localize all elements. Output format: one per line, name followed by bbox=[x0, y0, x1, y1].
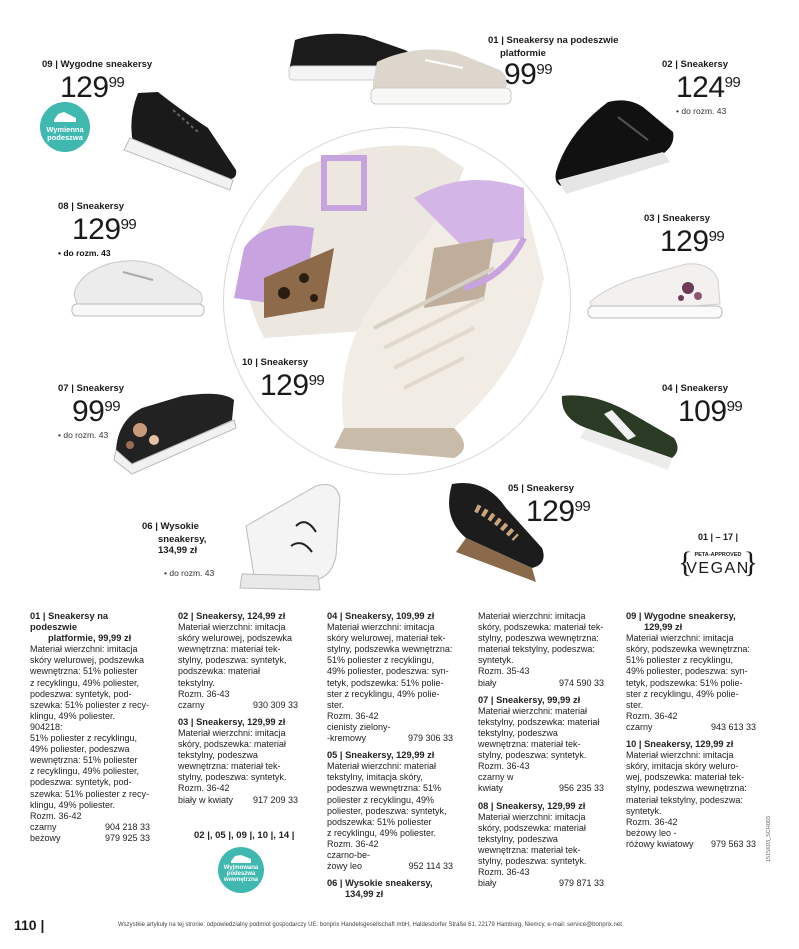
desc-line: Materiał wierzchni: imitacja bbox=[478, 811, 586, 822]
desc-body bbox=[626, 750, 756, 839]
label-name: Sneakersy bbox=[526, 483, 575, 494]
label-08: 08 | Sneakersy $129^{99}$ • do rozm. 43 bbox=[58, 201, 137, 258]
vegan-word: VEGAN bbox=[686, 560, 750, 577]
variant-code: 979 871 33 bbox=[558, 878, 604, 889]
price-dec: 99 bbox=[308, 372, 325, 389]
desc-body bbox=[327, 622, 453, 733]
desc-col-4 bbox=[478, 611, 604, 895]
desc-col-2 bbox=[178, 611, 298, 887]
desc-line: wej, podszewka: materiał tek- bbox=[626, 772, 745, 783]
label-name: Wygodne sneakersy bbox=[60, 59, 153, 70]
price-int: 129 bbox=[660, 225, 709, 258]
price-int: 109 bbox=[678, 395, 727, 428]
desc-line: Materiał wierzchni: imitacja bbox=[626, 750, 734, 761]
desc-line: podeszwa: syntetyk, pod- bbox=[30, 688, 132, 699]
variant-code: 904 218 33 bbox=[104, 821, 150, 832]
label-name: platformie bbox=[500, 48, 546, 59]
desc-line: szewka: 51% poliester z recy- bbox=[30, 788, 150, 799]
desc-head: 08 | Sneakersy, 129,99 zł bbox=[478, 800, 586, 811]
desc-line: tekstylny, imitacja skóry, bbox=[327, 772, 423, 783]
price-int: 124 bbox=[676, 71, 725, 104]
desc-line: materiał tekstylny, podeszwa: bbox=[626, 794, 743, 805]
desc-line: wewnętrzna: 51% poliester bbox=[30, 666, 138, 677]
desc-head: 01 | Sneakersy na podeszwie bbox=[30, 611, 109, 633]
badge-line: wewnętrzna bbox=[223, 877, 258, 884]
desc-line: Rozm. 36-42 bbox=[626, 710, 678, 721]
desc-line: 51% poliester z recyklingu, bbox=[30, 733, 138, 744]
insole-icon bbox=[229, 853, 253, 865]
desc-head: 134,99 zł bbox=[345, 889, 384, 900]
label-name: 134,99 zł bbox=[158, 545, 198, 556]
price-dec: 99 bbox=[726, 398, 743, 415]
desc-line: Materiał wierzchni: materiał bbox=[478, 705, 588, 716]
desc-line: stylny, podszewka wewnętrzna: bbox=[327, 644, 453, 655]
shoe-02-image bbox=[548, 92, 678, 202]
desc-line: podeszwa: syntetyk, pod- bbox=[30, 777, 132, 788]
desc-line: cienisty zielony- bbox=[327, 721, 391, 732]
desc-rows bbox=[626, 722, 756, 733]
label-note: • do rozm. 43 bbox=[58, 430, 109, 440]
desc-col-3 bbox=[327, 611, 453, 906]
shoe-06-image bbox=[236, 476, 346, 596]
desc-rows bbox=[626, 839, 756, 850]
label-price bbox=[260, 371, 324, 401]
price-dec: 99 bbox=[108, 74, 125, 91]
label-name: Sneakersy bbox=[680, 383, 729, 394]
desc-line: ster z recyklingu, 49% polie- bbox=[327, 688, 440, 699]
variant-row bbox=[626, 839, 756, 850]
variant-color: czarny bbox=[178, 699, 205, 710]
variant-row bbox=[30, 833, 150, 844]
desc-line: stylny, podeszwa wewnętrzna: bbox=[478, 633, 599, 644]
label-price bbox=[72, 397, 124, 427]
label-price bbox=[60, 73, 152, 103]
desc-line: Materiał wierzchni: imitacja bbox=[178, 727, 286, 738]
shoe-07-image bbox=[112, 390, 240, 480]
price-dec: 99 bbox=[708, 228, 725, 245]
variant-color: beżowy bbox=[30, 832, 61, 843]
price-dec: 99 bbox=[536, 61, 553, 78]
badge-line: Wymienna bbox=[46, 125, 84, 134]
shoe-03-image bbox=[586, 258, 724, 324]
desc-line: z recyklingu, 49% poliester. bbox=[327, 827, 437, 838]
price-dec: 99 bbox=[104, 398, 121, 415]
label-num: 07 bbox=[58, 383, 69, 394]
desc-line: 51% poliester z recyklingu, bbox=[626, 655, 734, 666]
bottom-refs: 02 |, 05 |, 09 |, 10 |, 14 | bbox=[194, 829, 295, 841]
price-dec: 99 bbox=[724, 74, 741, 91]
price-int: 99 bbox=[72, 395, 105, 428]
label-price bbox=[504, 60, 618, 90]
variant-code: 943 613 33 bbox=[710, 721, 756, 732]
desc-line: stylny, podeszwa: syntetyk. bbox=[478, 855, 587, 866]
badge-line: podeszwa bbox=[226, 870, 256, 877]
label-num: 03 bbox=[644, 213, 655, 224]
variant-code: 979 925 33 bbox=[104, 832, 150, 843]
label-num: 01 bbox=[488, 35, 499, 46]
vegan-approved: PETA-APPROVED bbox=[694, 552, 742, 558]
desc-line: Materiał wierzchni: imitacja bbox=[478, 611, 586, 621]
label-num: 09 bbox=[42, 59, 53, 70]
desc-line: Rozm. 35-43 bbox=[478, 666, 530, 677]
desc-line: Materiał wierzchni: imitacja bbox=[626, 633, 734, 644]
desc-line: Materiał wierzchni: imitacja bbox=[178, 622, 286, 633]
desc-line: wewnętrzna: materiał tek- bbox=[178, 644, 281, 655]
label-name: Sneakersy bbox=[680, 59, 729, 70]
variant-code: 979 563 33 bbox=[710, 838, 756, 849]
desc-line: klingu, 49% poliester. bbox=[30, 799, 116, 810]
price-int: 129 bbox=[526, 495, 575, 528]
desc-line: poliester z recyklingu, 49% bbox=[327, 794, 435, 805]
desc-line: 49% poliester, podeszwa: syn- bbox=[626, 666, 748, 677]
variant-color: biały bbox=[478, 677, 497, 688]
desc-line: skóry, podszewka: materiał tek- bbox=[478, 622, 604, 633]
desc-line: skóry welurowej, podszewka bbox=[178, 633, 293, 644]
desc-line: beżowy leo - bbox=[626, 827, 677, 838]
desc-body bbox=[478, 611, 604, 678]
variant-row bbox=[178, 700, 298, 711]
variant-row bbox=[626, 722, 756, 733]
label-price bbox=[72, 215, 136, 245]
variant-color: różowy kwiatowy bbox=[626, 838, 694, 849]
desc-line: Rozm. 36-43 bbox=[178, 688, 230, 699]
hero-shoe-circle bbox=[223, 127, 571, 475]
desc-line: stylny, podeszwa: syntetyk. bbox=[478, 750, 587, 761]
variant-color: kwiaty bbox=[478, 783, 504, 794]
desc-line: skóry welurowej, materiał tek- bbox=[327, 633, 446, 644]
desc-head: 02 | Sneakersy, 124,99 zł bbox=[178, 611, 286, 621]
badge-removable-insole bbox=[218, 847, 264, 893]
variant-color: czarny bbox=[626, 721, 653, 732]
desc-head: 05 | Sneakersy, 129,99 zł bbox=[327, 750, 435, 761]
label-name: Sneakersy bbox=[662, 213, 711, 224]
desc-rows bbox=[478, 678, 604, 689]
label-num: 10 bbox=[242, 357, 253, 368]
desc-rows bbox=[478, 783, 604, 794]
desc-line: Rozm. 36-42 bbox=[626, 816, 678, 827]
desc-line: z recyklingu, 49% poliester, bbox=[30, 677, 140, 688]
desc-line: 51% poliester z recyklingu, bbox=[327, 655, 435, 666]
label-name: sneakersy, bbox=[158, 534, 207, 545]
variant-code: 979 306 33 bbox=[407, 733, 453, 744]
shoe-08-image bbox=[68, 254, 208, 322]
desc-line: podszewka: materiał tekstylny. bbox=[178, 666, 261, 688]
desc-line: z recyklingu, 49% poliester, bbox=[30, 766, 140, 777]
label-03: 03 | Sneakersy $129^{99}$ bbox=[644, 213, 725, 258]
desc-line: 49% poliester, podeszwa bbox=[30, 744, 130, 755]
variant-code: 956 235 33 bbox=[558, 783, 604, 794]
page-number: 110 | bbox=[14, 917, 45, 933]
desc-line: Rozm. 36-42 bbox=[327, 710, 379, 721]
desc-head: 04 | Sneakersy, 109,99 zł bbox=[327, 611, 435, 621]
badge-replaceable-sole bbox=[40, 102, 90, 152]
label-num: 05 bbox=[508, 483, 519, 494]
desc-rows bbox=[327, 733, 453, 744]
desc-head: platformie, 99,99 zł bbox=[48, 633, 132, 644]
label-note: • do rozm. 43 bbox=[164, 568, 215, 578]
desc-line: podszewka: 51% poliester bbox=[327, 816, 432, 827]
variant-code: 930 309 33 bbox=[252, 699, 298, 710]
desc-line: stylny, podeszwa wewnętrzna: bbox=[626, 783, 747, 794]
label-01: 01 | Sneakersy na podeszwie platformie $99^{99}$ bbox=[488, 35, 619, 91]
variant-color: biały bbox=[478, 878, 497, 889]
label-name: Sneakersy bbox=[76, 201, 125, 212]
desc-rows bbox=[327, 861, 453, 872]
desc-head: 03 | Sneakersy, 129,99 zł bbox=[178, 716, 286, 727]
price-dec: 99 bbox=[120, 216, 137, 233]
variant-code: 952 114 33 bbox=[408, 861, 453, 872]
desc-line: skóry welurowej, podszewka bbox=[30, 655, 145, 666]
desc-line: wewnętrzna: materiał tek- bbox=[478, 844, 581, 855]
label-note: • do rozm. 43 bbox=[58, 248, 111, 258]
label-price bbox=[526, 497, 590, 527]
desc-line: tetyk, podszewka: 51% polie- bbox=[626, 677, 743, 688]
label-06: 06 | Wysokie sneakersy, 134,99 zł • do rozm. 43 bbox=[142, 521, 215, 578]
brace-left-icon: { bbox=[678, 546, 693, 579]
desc-head: 10 | Sneakersy, 129,99 zł bbox=[626, 739, 734, 750]
desc-head: 129,99 zł bbox=[644, 622, 683, 633]
label-note: • do rozm. 43 bbox=[676, 106, 727, 116]
variant-row bbox=[327, 733, 453, 744]
desc-line: Rozm. 36-42 bbox=[327, 838, 379, 849]
desc-rows bbox=[178, 700, 298, 711]
label-04: 04 | Sneakersy $109^{99}$ bbox=[662, 383, 743, 428]
desc-line: stylny, podeszwa: syntetyk. bbox=[178, 772, 287, 783]
variant-row bbox=[478, 783, 604, 794]
desc-body bbox=[178, 622, 298, 700]
desc-rows bbox=[478, 878, 604, 889]
desc-line: tekstylny, podeszwa bbox=[478, 833, 558, 844]
desc-body bbox=[478, 706, 604, 784]
desc-line: skóry, podszewka wewnętrzna: bbox=[626, 644, 750, 655]
desc-body bbox=[327, 761, 453, 861]
label-num: 06 bbox=[142, 521, 153, 532]
label-price bbox=[678, 397, 742, 427]
price-int: 99 bbox=[504, 58, 537, 91]
price-int: 129 bbox=[260, 369, 309, 402]
desc-line: Rozm. 36-42 bbox=[30, 810, 82, 821]
desc-rows bbox=[178, 795, 298, 806]
variant-row bbox=[478, 678, 604, 689]
label-num: 08 bbox=[58, 201, 69, 212]
label-05: 05 | Sneakersy $129^{99}$ bbox=[508, 483, 591, 528]
desc-line: Rozm. 36-43 bbox=[478, 761, 530, 772]
desc-rows bbox=[30, 822, 150, 844]
variant-color: -kremowy bbox=[327, 733, 367, 744]
hero-shoes-image bbox=[224, 128, 571, 475]
desc-line: klingu, 49% poliester. 904218: bbox=[30, 710, 116, 732]
label-price bbox=[660, 227, 724, 257]
desc-line: ster. bbox=[626, 699, 644, 710]
shoe-09-image bbox=[118, 88, 243, 198]
desc-line: stylny, podeszwa: syntetyk, bbox=[178, 655, 287, 666]
catalog-code: 1515K03_SCH003 bbox=[766, 816, 772, 862]
desc-line: ster z recyklingu, 49% polie- bbox=[626, 688, 739, 699]
price-dec: 99 bbox=[574, 498, 591, 515]
brace-right-icon: } bbox=[743, 546, 758, 579]
badge-line: podeszwa bbox=[47, 132, 83, 142]
desc-line: Materiał wierzchni: imitacja bbox=[327, 622, 435, 633]
label-name: Sneakersy bbox=[76, 383, 125, 394]
desc-col-1 bbox=[30, 611, 150, 844]
variant-row bbox=[327, 861, 453, 872]
desc-line: szewka: 51% poliester z recy- bbox=[30, 699, 150, 710]
label-num: 02 bbox=[662, 59, 673, 70]
variant-row bbox=[30, 822, 150, 833]
desc-body bbox=[478, 812, 604, 879]
label-name: Wysokie bbox=[160, 521, 199, 532]
desc-line: Rozm. 36-42 bbox=[178, 783, 230, 794]
price-int: 129 bbox=[72, 213, 121, 246]
label-price bbox=[676, 73, 740, 103]
desc-line: skóry, podszewka: materiał bbox=[478, 822, 586, 833]
desc-line: tekstylny, podszewka: materiał bbox=[478, 716, 600, 727]
desc-line: tekstylny, podeszwa bbox=[178, 750, 258, 761]
desc-body bbox=[30, 644, 150, 822]
desc-line: poliester, podeszwa: syntetyk, bbox=[327, 805, 447, 816]
desc-head: 09 | Wygodne sneakersy, bbox=[626, 611, 736, 621]
desc-line: syntetyk. bbox=[478, 655, 514, 666]
shoe-01-image bbox=[285, 22, 520, 112]
variant-color: żowy leo bbox=[327, 861, 363, 872]
label-name: Sneakersy bbox=[260, 357, 309, 368]
legal-notice: Wszystkie artykuły na tej stronie: odpowiedzialny podmiot gospodarczy UE: bonprix Handelsgesellschaft mbH, Haldesdorfer Straße 61, 22179 Hamburg, Niemcy, e-mail: service@bonprix.net bbox=[118, 922, 622, 928]
label-num: 04 bbox=[662, 383, 673, 394]
variant-color: biały w kwiaty bbox=[178, 794, 234, 805]
variant-row bbox=[178, 795, 298, 806]
desc-head: 06 | Wysokie sneakersy, bbox=[327, 878, 433, 889]
desc-line: skóry, imitacja skóry weluro- bbox=[626, 761, 739, 772]
vegan-refs: 01 | – 17 | bbox=[697, 532, 739, 542]
desc-head: 07 | Sneakersy, 99,99 zł bbox=[478, 694, 581, 705]
desc-line: skóry, podszewka: materiał bbox=[178, 739, 286, 750]
label-09: 09 | Wygodne sneakersy $129^{99}$ bbox=[42, 59, 153, 104]
desc-line: ster. bbox=[327, 699, 345, 710]
desc-line: materiał tekstylny, podeszwa: bbox=[478, 644, 595, 655]
desc-line: czarny w bbox=[478, 772, 514, 783]
desc-line: wewnętrzna: materiał tek- bbox=[178, 761, 281, 772]
variant-code: 917 209 33 bbox=[252, 794, 298, 805]
desc-line: 49% poliester, podeszwa: syn- bbox=[327, 666, 449, 677]
variant-code: 974 590 33 bbox=[558, 677, 604, 688]
desc-line: tekstylny, podeszwa bbox=[478, 727, 558, 738]
desc-line: Materiał wierzchni: materiał bbox=[327, 761, 437, 772]
desc-col-5 bbox=[626, 611, 756, 856]
shoe-sole-icon bbox=[52, 110, 78, 124]
label-10: 10 | Sneakersy $129^{99}$ bbox=[242, 357, 325, 402]
desc-line: podeszwa wewnętrzna: 51% bbox=[327, 783, 442, 794]
desc-line: czarno-be- bbox=[327, 849, 371, 860]
desc-line: Materiał wierzchni: imitacja bbox=[30, 644, 138, 655]
variant-row bbox=[478, 878, 604, 889]
desc-line: wewnętrzna: materiał tek- bbox=[478, 739, 581, 750]
desc-line: wewnętrzna: 51% poliester bbox=[30, 755, 138, 766]
vegan-logo bbox=[678, 532, 758, 584]
label-name: Sneakersy na podeszwie bbox=[506, 35, 619, 46]
variant-color: czarny bbox=[30, 821, 57, 832]
desc-body bbox=[178, 728, 298, 795]
price-int: 129 bbox=[60, 71, 109, 104]
desc-line: tetyk, podszewka: 51% polie- bbox=[327, 677, 444, 688]
desc-body bbox=[626, 633, 756, 722]
label-07: 07 | Sneakersy $99^{99}$ • do rozm. 43 bbox=[58, 383, 125, 440]
desc-line: Rozm. 36-43 bbox=[478, 867, 530, 878]
desc-line: syntetyk. bbox=[626, 805, 662, 816]
badge-line: Wyjmowana bbox=[223, 864, 259, 871]
label-02: 02 | Sneakersy $124^{99}$ • do rozm. 43 bbox=[662, 59, 741, 116]
